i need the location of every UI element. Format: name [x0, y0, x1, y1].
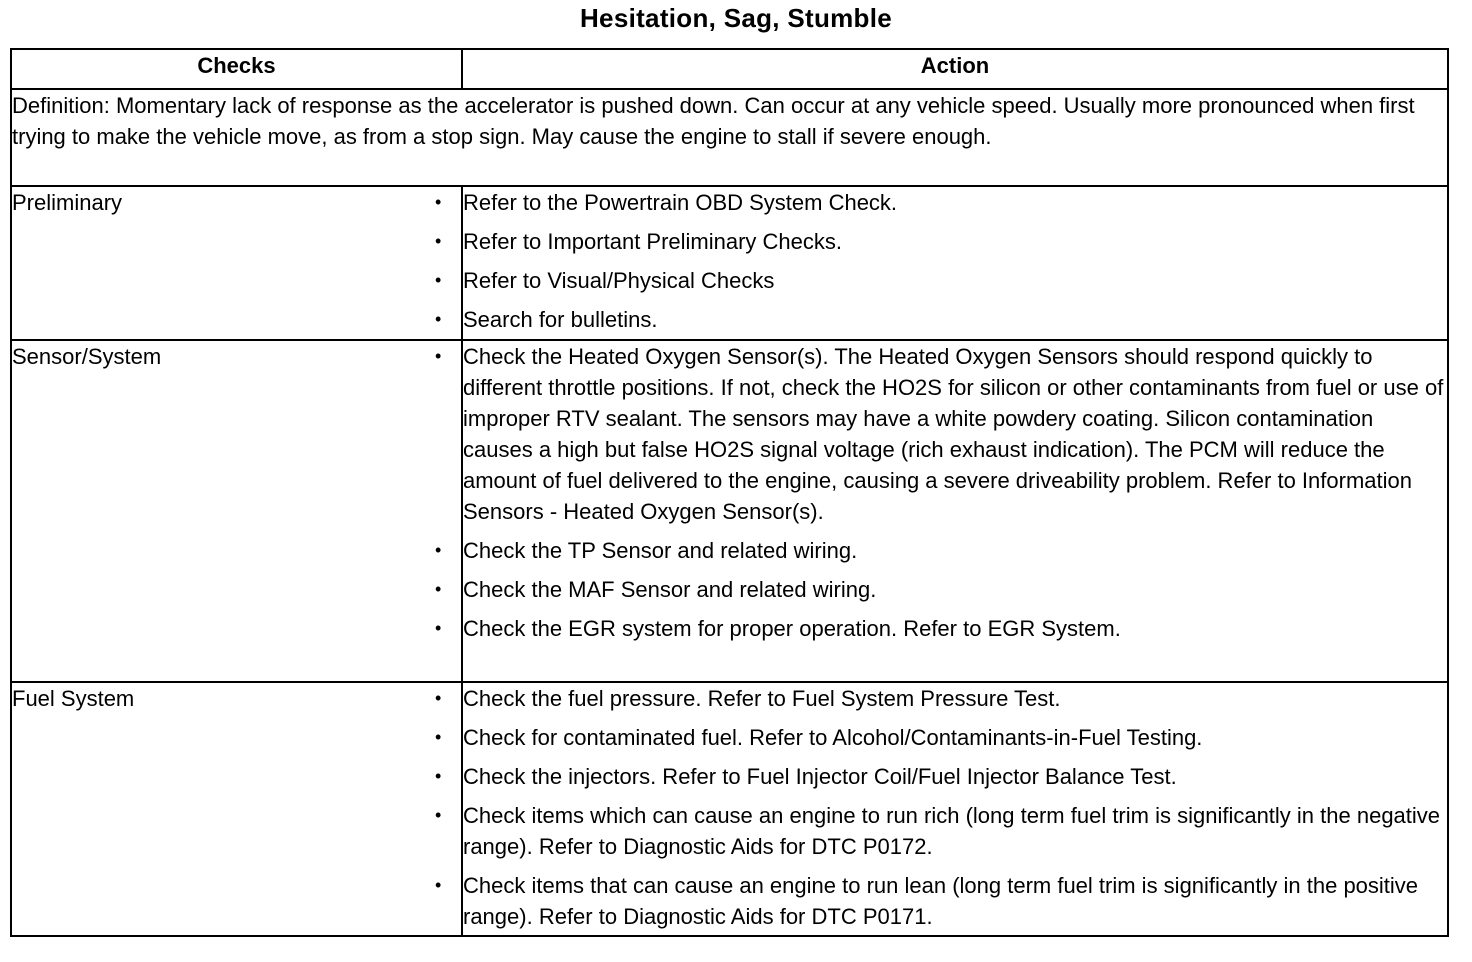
action-item [435, 187, 1447, 218]
action-text: Check the fuel pressure. Refer to Fuel System Pressure Test. [463, 686, 1061, 711]
bullet-icon: • [435, 766, 442, 786]
action-cell [435, 186, 1448, 340]
action-text: Refer to Important Preliminary Checks. [463, 229, 843, 254]
action-cell [435, 340, 1448, 682]
header-action: Action [462, 49, 1448, 89]
check-name: Preliminary [11, 186, 462, 340]
action-item [435, 722, 1447, 753]
bullet-icon: • [435, 270, 442, 290]
definition-row [11, 89, 1448, 186]
definition-text: Definition: Momentary lack of response as the accelerator is pushed down. Can occur at any vehicle speed. Usually more pronounced when first trying to make the vehicle move, as from a stop sign. May cause the engine to stall if severe enough. [11, 89, 1448, 186]
check-name: Sensor/System [11, 340, 462, 682]
action-item [435, 265, 1447, 296]
action-text: Check for contaminated fuel. Refer to Alcohol/Contaminants-in-Fuel Testing. [463, 725, 1203, 750]
action-text: Refer to Visual/Physical Checks [463, 268, 775, 293]
table-row [11, 186, 1448, 340]
action-list [435, 187, 1447, 335]
action-text: Check the MAF Sensor and related wiring. [463, 577, 877, 602]
bullet-icon: • [435, 805, 442, 825]
action-text: Search for bulletins. [463, 307, 658, 332]
action-list [435, 683, 1447, 932]
action-text: Check items that can cause an engine to run lean (long term fuel trim is significantly in the positive range). Refer to Diagnostic Aids for DTC P0171. [463, 873, 1419, 929]
bullet-icon: • [435, 688, 442, 708]
action-cell [435, 682, 1448, 936]
bullet-icon: • [435, 875, 442, 895]
bullet-icon: • [435, 727, 442, 747]
table-row [11, 682, 1448, 936]
action-item [435, 800, 1447, 862]
action-item [435, 613, 1447, 644]
page-title: Hesitation, Sag, Stumble [579, 3, 893, 33]
action-text: Check the TP Sensor and related wiring. [463, 538, 858, 563]
action-text: Check the EGR system for proper operation. Refer to EGR System. [463, 616, 1121, 641]
action-item [435, 574, 1447, 605]
action-item [435, 870, 1447, 932]
action-item [435, 226, 1447, 257]
table-row [11, 340, 1448, 682]
action-item [435, 761, 1447, 792]
bullet-icon: • [435, 618, 442, 638]
header-row [11, 49, 1448, 89]
check-name: Fuel System [11, 682, 462, 936]
bullet-icon: • [435, 346, 442, 366]
bullet-icon: • [435, 540, 442, 560]
action-list [435, 341, 1447, 644]
action-item [435, 683, 1447, 714]
bullet-icon: • [435, 231, 442, 251]
bullet-icon: • [435, 309, 442, 329]
bullet-icon: • [435, 579, 442, 599]
action-text: Check the injectors. Refer to Fuel Injector Coil/Fuel Injector Balance Test. [463, 764, 1177, 789]
action-text: Check items which can cause an engine to run rich (long term fuel trim is significantly in the negative range). Refer to Diagnostic Aids for DTC P0172. [463, 803, 1441, 859]
bullet-icon: • [435, 192, 442, 212]
diagnostic-table [10, 48, 1449, 937]
action-text: Refer to the Powertrain OBD System Check. [463, 190, 898, 215]
action-item [435, 535, 1447, 566]
action-item [435, 304, 1447, 335]
action-item [435, 341, 1447, 527]
action-text: Check the Heated Oxygen Sensor(s). The Heated Oxygen Sensors should respond quickly to different throttle positions. If not, check the HO2S for silicon or other contaminants from fuel or use of improper RTV sealant. The sensors may have a white powdery coating. Silicon contamination causes a high but false HO2S signal voltage (rich exhaust indication). The PCM will reduce the amount of fuel delivered to the engine, causing a severe driveability problem. Refer to Information Sensors - Heated Oxygen Sensor(s). [463, 344, 1444, 524]
header-checks: Checks [11, 49, 462, 89]
